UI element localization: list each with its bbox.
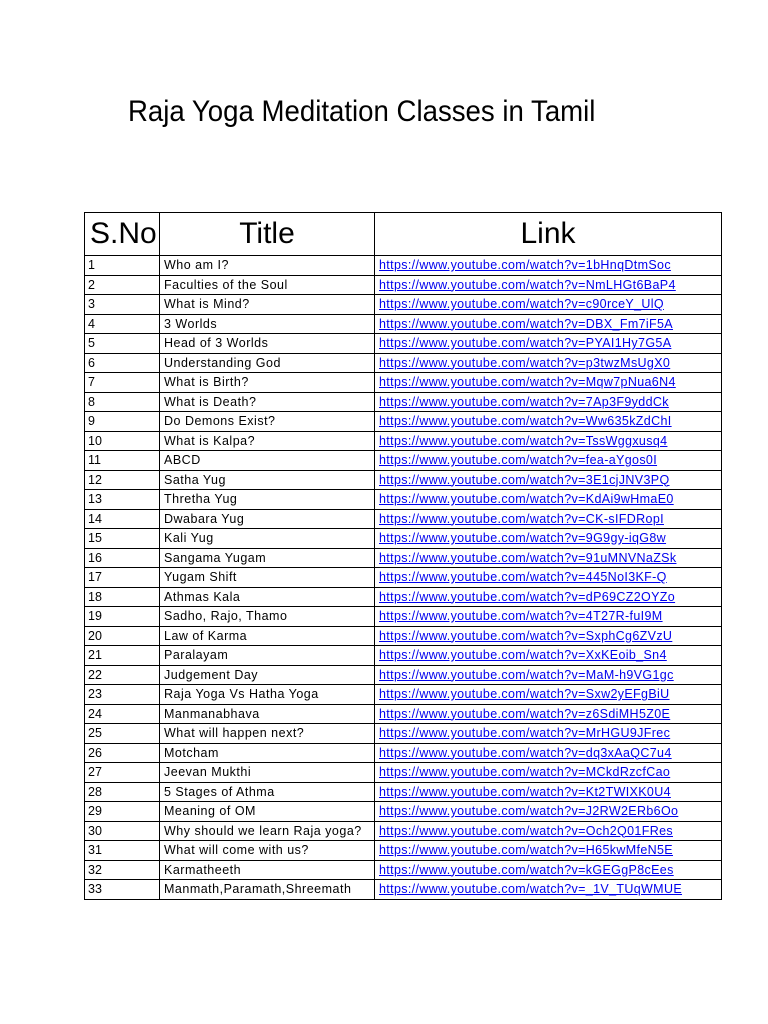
video-link[interactable]: https://www.youtube.com/watch?v=4T27R-fuI9M — [379, 609, 663, 623]
video-link[interactable]: https://www.youtube.com/watch?v=_1V_TUqWMUE — [379, 882, 683, 896]
video-link[interactable]: https://www.youtube.com/watch?v=7Ap3F9yddCk — [379, 394, 669, 409]
table-row — [85, 509, 722, 529]
row-sno: 27 — [85, 763, 160, 783]
row-sno: 28 — [85, 782, 160, 802]
video-link[interactable]: https://www.youtube.com/watch?v=KdAi9wHmaE0 — [379, 492, 674, 506]
row-title: Thretha Yug — [160, 490, 375, 510]
table-header-row — [85, 213, 722, 256]
row-sno: 23 — [85, 685, 160, 705]
row-link-cell — [375, 529, 722, 549]
table-row — [85, 451, 722, 471]
row-sno: 19 — [85, 607, 160, 627]
row-sno: 15 — [85, 529, 160, 549]
row-link-cell — [375, 275, 722, 295]
table-row — [85, 314, 722, 334]
row-title: Faculties of the Soul — [160, 275, 375, 295]
row-link-cell — [375, 646, 722, 666]
video-link[interactable]: https://www.youtube.com/watch?v=Och2Q01FRes — [379, 823, 673, 838]
row-link-cell — [375, 763, 722, 783]
row-title: Law of Karma — [160, 626, 375, 646]
video-link[interactable]: https://www.youtube.com/watch?v=1bHnqDtmSoc — [379, 258, 671, 272]
video-link[interactable]: https://www.youtube.com/watch?v=c90rceY_UlQ — [379, 297, 664, 311]
row-title: Jeevan Mukthi — [160, 763, 375, 783]
row-sno: 33 — [85, 880, 160, 900]
table-row — [85, 646, 722, 666]
row-title: Yugam Shift — [160, 568, 375, 588]
row-link-cell — [375, 314, 722, 334]
row-link-cell — [375, 860, 722, 880]
row-link-cell — [375, 841, 722, 861]
table-row — [85, 353, 722, 373]
row-title: What will come with us? — [160, 841, 375, 861]
header-title: Title — [160, 213, 375, 256]
row-link-cell — [375, 568, 722, 588]
video-link[interactable]: https://www.youtube.com/watch?v=PYAI1Hy7G5A — [379, 336, 672, 350]
row-sno: 24 — [85, 704, 160, 724]
video-link[interactable]: https://www.youtube.com/watch?v=DBX_Fm7iF5A — [379, 316, 673, 331]
video-link[interactable]: https://www.youtube.com/watch?v=z6SdiMH5Z0E — [379, 706, 671, 721]
row-link-cell — [375, 373, 722, 393]
video-link[interactable]: https://www.youtube.com/watch?v=MrHGU9JFrec — [379, 726, 671, 740]
video-link[interactable]: https://www.youtube.com/watch?v=Sxw2yEFgBiU — [379, 687, 670, 701]
video-link[interactable]: https://www.youtube.com/watch?v=H65kwMfeN5E — [379, 843, 673, 857]
video-link[interactable]: https://www.youtube.com/watch?v=kGEGgP8cEes — [379, 862, 674, 877]
video-link[interactable]: https://www.youtube.com/watch?v=fea-aYgos0I — [379, 453, 658, 467]
row-sno: 10 — [85, 431, 160, 451]
video-link[interactable]: https://www.youtube.com/watch?v=dP69CZ2OYZo — [379, 589, 676, 604]
video-link[interactable]: https://www.youtube.com/watch?v=Kt2TWIXK0U4 — [379, 784, 671, 799]
row-title: Dwabara Yug — [160, 509, 375, 529]
table-row — [85, 724, 722, 744]
video-link[interactable]: https://www.youtube.com/watch?v=XxKEoib_Sn4 — [379, 648, 667, 662]
video-link[interactable]: https://www.youtube.com/watch?v=CK-sIFDRopI — [379, 511, 664, 526]
row-title: Understanding God — [160, 353, 375, 373]
row-link-cell — [375, 295, 722, 315]
video-link[interactable]: https://www.youtube.com/watch?v=NmLHGt6BaP4 — [379, 277, 676, 292]
row-sno: 18 — [85, 587, 160, 607]
row-sno: 25 — [85, 724, 160, 744]
row-link-cell — [375, 548, 722, 568]
row-link-cell — [375, 353, 722, 373]
table-row — [85, 802, 722, 822]
row-title: What will happen next? — [160, 724, 375, 744]
table-row — [85, 256, 722, 276]
row-link-cell — [375, 256, 722, 276]
table-row — [85, 665, 722, 685]
video-link[interactable]: https://www.youtube.com/watch?v=MCkdRzcfCao — [379, 765, 671, 779]
video-link[interactable]: https://www.youtube.com/watch?v=3E1cjJNV3PQ — [379, 472, 670, 487]
row-link-cell — [375, 626, 722, 646]
row-link-cell — [375, 704, 722, 724]
video-link[interactable]: https://www.youtube.com/watch?v=91uMNVNaZSk — [379, 550, 677, 565]
video-links-table — [84, 212, 722, 900]
table-row — [85, 704, 722, 724]
row-sno: 26 — [85, 743, 160, 763]
table-row — [85, 275, 722, 295]
row-link-cell — [375, 743, 722, 763]
video-link[interactable]: https://www.youtube.com/watch?v=SxphCg6ZVzU — [379, 628, 673, 643]
row-sno: 29 — [85, 802, 160, 822]
row-link-cell — [375, 821, 722, 841]
video-link[interactable]: https://www.youtube.com/watch?v=dq3xAaQC7u4 — [379, 745, 672, 760]
video-link[interactable]: https://www.youtube.com/watch?v=J2RW2ERb6Oo — [379, 804, 679, 818]
table-row — [85, 392, 722, 412]
row-title: Karmatheeth — [160, 860, 375, 880]
row-title: Sangama Yugam — [160, 548, 375, 568]
video-link[interactable]: https://www.youtube.com/watch?v=MaM-h9VG1gc — [379, 667, 674, 682]
table-row — [85, 568, 722, 588]
video-link[interactable]: https://www.youtube.com/watch?v=445NoI3KF-Q — [379, 570, 667, 584]
table-row — [85, 626, 722, 646]
row-title: 5 Stages of Athma — [160, 782, 375, 802]
row-sno: 1 — [85, 256, 160, 276]
row-title: Kali Yug — [160, 529, 375, 549]
video-link[interactable]: https://www.youtube.com/watch?v=9G9gy-iqG8w — [379, 531, 667, 545]
row-sno: 9 — [85, 412, 160, 432]
row-sno: 17 — [85, 568, 160, 588]
video-link[interactable]: https://www.youtube.com/watch?v=TssWggxusq4 — [379, 433, 668, 448]
table-row — [85, 373, 722, 393]
row-title: Athmas Kala — [160, 587, 375, 607]
row-link-cell — [375, 470, 722, 490]
row-sno: 12 — [85, 470, 160, 490]
row-link-cell — [375, 607, 722, 627]
row-title: Manmanabhava — [160, 704, 375, 724]
table-row — [85, 860, 722, 880]
table-row — [85, 412, 722, 432]
row-sno: 16 — [85, 548, 160, 568]
row-title: Raja Yoga Vs Hatha Yoga — [160, 685, 375, 705]
row-sno: 4 — [85, 314, 160, 334]
row-link-cell — [375, 880, 722, 900]
row-title: Motcham — [160, 743, 375, 763]
row-link-cell — [375, 490, 722, 510]
row-link-cell — [375, 802, 722, 822]
row-title: Meaning of OM — [160, 802, 375, 822]
row-title: Judgement Day — [160, 665, 375, 685]
video-link[interactable]: https://www.youtube.com/watch?v=Mqw7pNua6N4 — [379, 375, 676, 389]
table-row — [85, 821, 722, 841]
row-title: What is Birth? — [160, 373, 375, 393]
row-sno: 5 — [85, 334, 160, 354]
row-link-cell — [375, 782, 722, 802]
table-row — [85, 490, 722, 510]
row-sno: 8 — [85, 392, 160, 412]
table-row — [85, 548, 722, 568]
row-sno: 30 — [85, 821, 160, 841]
row-link-cell — [375, 412, 722, 432]
table-row — [85, 763, 722, 783]
row-title: Head of 3 Worlds — [160, 334, 375, 354]
row-link-cell — [375, 665, 722, 685]
header-link: Link — [375, 213, 722, 256]
row-title: Sadho, Rajo, Thamo — [160, 607, 375, 627]
row-title: ABCD — [160, 451, 375, 471]
row-sno: 7 — [85, 373, 160, 393]
row-title: Manmath,Paramath,Shreemath — [160, 880, 375, 900]
row-link-cell — [375, 724, 722, 744]
row-sno: 3 — [85, 295, 160, 315]
row-title: What is Kalpa? — [160, 431, 375, 451]
table-row — [85, 607, 722, 627]
row-title: Paralayam — [160, 646, 375, 666]
table-row — [85, 295, 722, 315]
row-sno: 31 — [85, 841, 160, 861]
table-row — [85, 431, 722, 451]
row-link-cell — [375, 392, 722, 412]
row-link-cell — [375, 685, 722, 705]
row-title: What is Mind? — [160, 295, 375, 315]
table-row — [85, 587, 722, 607]
video-link[interactable]: https://www.youtube.com/watch?v=Ww635kZdChI — [379, 414, 672, 428]
row-link-cell — [375, 451, 722, 471]
table-row — [85, 334, 722, 354]
row-title: Satha Yug — [160, 470, 375, 490]
table-row — [85, 880, 722, 900]
document-title: Raja Yoga Meditation Classes in Tamil — [128, 95, 596, 128]
row-title: Who am I? — [160, 256, 375, 276]
header-sno: S.No — [85, 213, 160, 256]
row-sno: 14 — [85, 509, 160, 529]
row-sno: 11 — [85, 451, 160, 471]
row-title: Why should we learn Raja yoga? — [160, 821, 375, 841]
row-title: Do Demons Exist? — [160, 412, 375, 432]
row-sno: 20 — [85, 626, 160, 646]
table-row — [85, 685, 722, 705]
table-body — [85, 256, 722, 900]
video-link[interactable]: https://www.youtube.com/watch?v=p3twzMsUgX0 — [379, 355, 671, 370]
row-sno: 32 — [85, 860, 160, 880]
row-sno: 13 — [85, 490, 160, 510]
table-row — [85, 529, 722, 549]
row-sno: 6 — [85, 353, 160, 373]
row-sno: 21 — [85, 646, 160, 666]
row-link-cell — [375, 334, 722, 354]
row-link-cell — [375, 431, 722, 451]
row-link-cell — [375, 587, 722, 607]
table-row — [85, 470, 722, 490]
table-row — [85, 782, 722, 802]
row-sno: 22 — [85, 665, 160, 685]
table-row — [85, 743, 722, 763]
row-title: 3 Worlds — [160, 314, 375, 334]
row-title: What is Death? — [160, 392, 375, 412]
row-link-cell — [375, 509, 722, 529]
table-row — [85, 841, 722, 861]
row-sno: 2 — [85, 275, 160, 295]
